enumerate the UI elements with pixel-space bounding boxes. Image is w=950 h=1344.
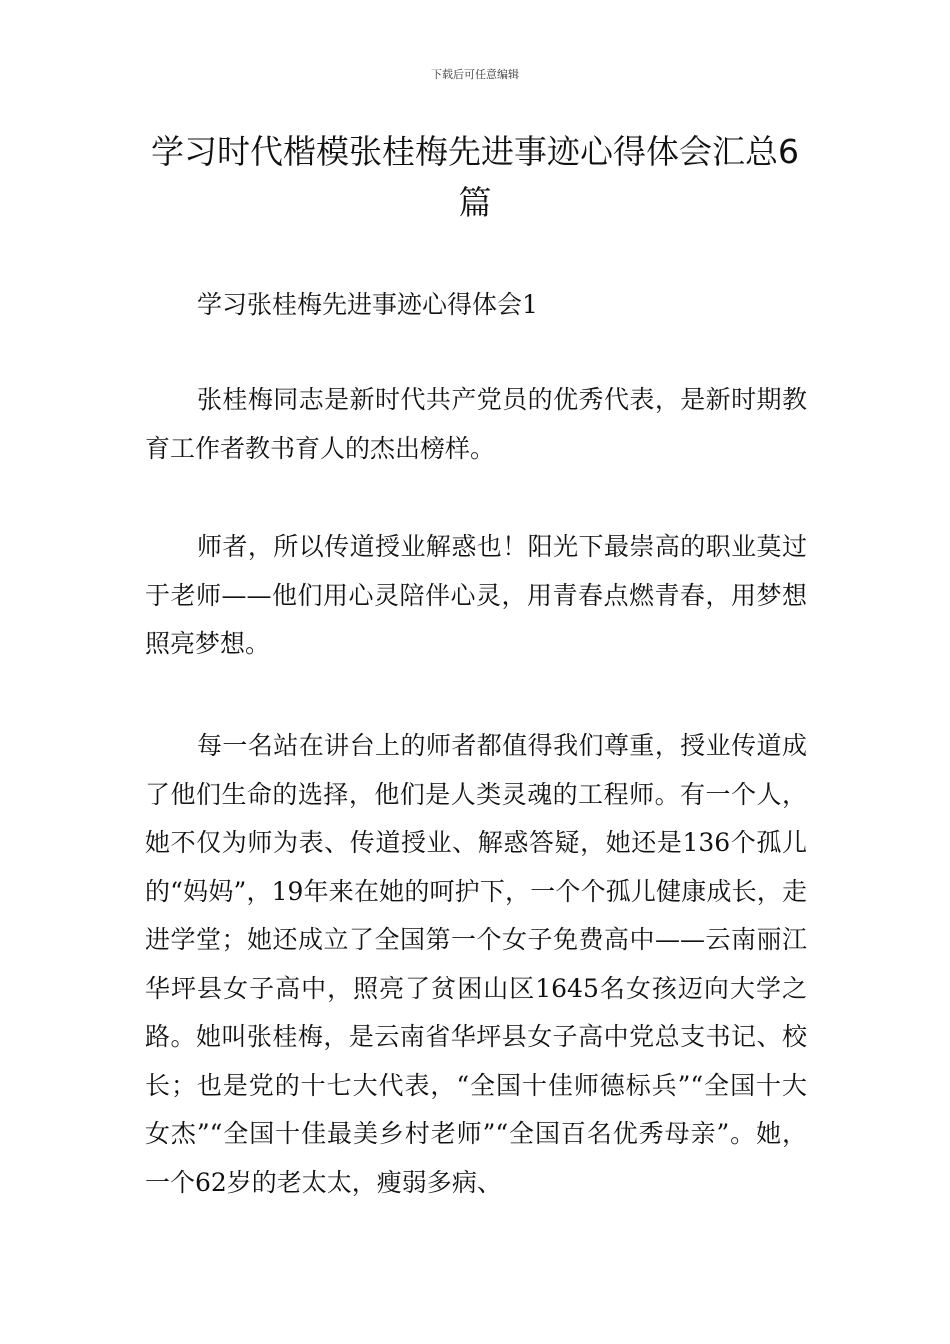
paragraph-3: 每一名站在讲台上的师者都值得我们尊重，授业传道成了他们生命的选择，他们是人类灵魂的工程师。有一个人，她不仅为师为表、传道授业、解惑答疑，她还是136个孤儿的“妈妈”，19年来在她的呵护下，一个个孤儿健康成长，走进学堂；她还成立了全国第一个女子免费高中——云南丽江华坪县女子高中，照亮了贫困山区1645名女孩迈向大学之路。她叫张桂梅，是云南省华坪县女子高中党总支书记、校长；也是党的十七大代表，“全国十佳师德标兵”“全国十大女杰”“全国十佳最美乡村老师”“全国百名优秀母亲”。她，一个62岁的老太太，瘦弱多病、	[145, 731, 807, 1197]
header-note: 下载后可任意编辑	[431, 68, 519, 81]
section-title: 学习张桂梅先进事迹心得体会1	[197, 290, 538, 319]
paragraph-1: 张桂梅同志是新时代共产党员的优秀代表，是新时期教育工作者教书育人的杰出榜样。	[145, 385, 807, 463]
paragraph-2: 师者，所以传道授业解惑也！阳光下最崇高的职业莫过于老师——他们用心灵陪伴心灵，用青春点燃青春，用梦想照亮梦想。	[145, 532, 807, 658]
document-title: 学习时代楷模张桂梅先进事迹心得体会汇总6篇	[151, 132, 799, 222]
